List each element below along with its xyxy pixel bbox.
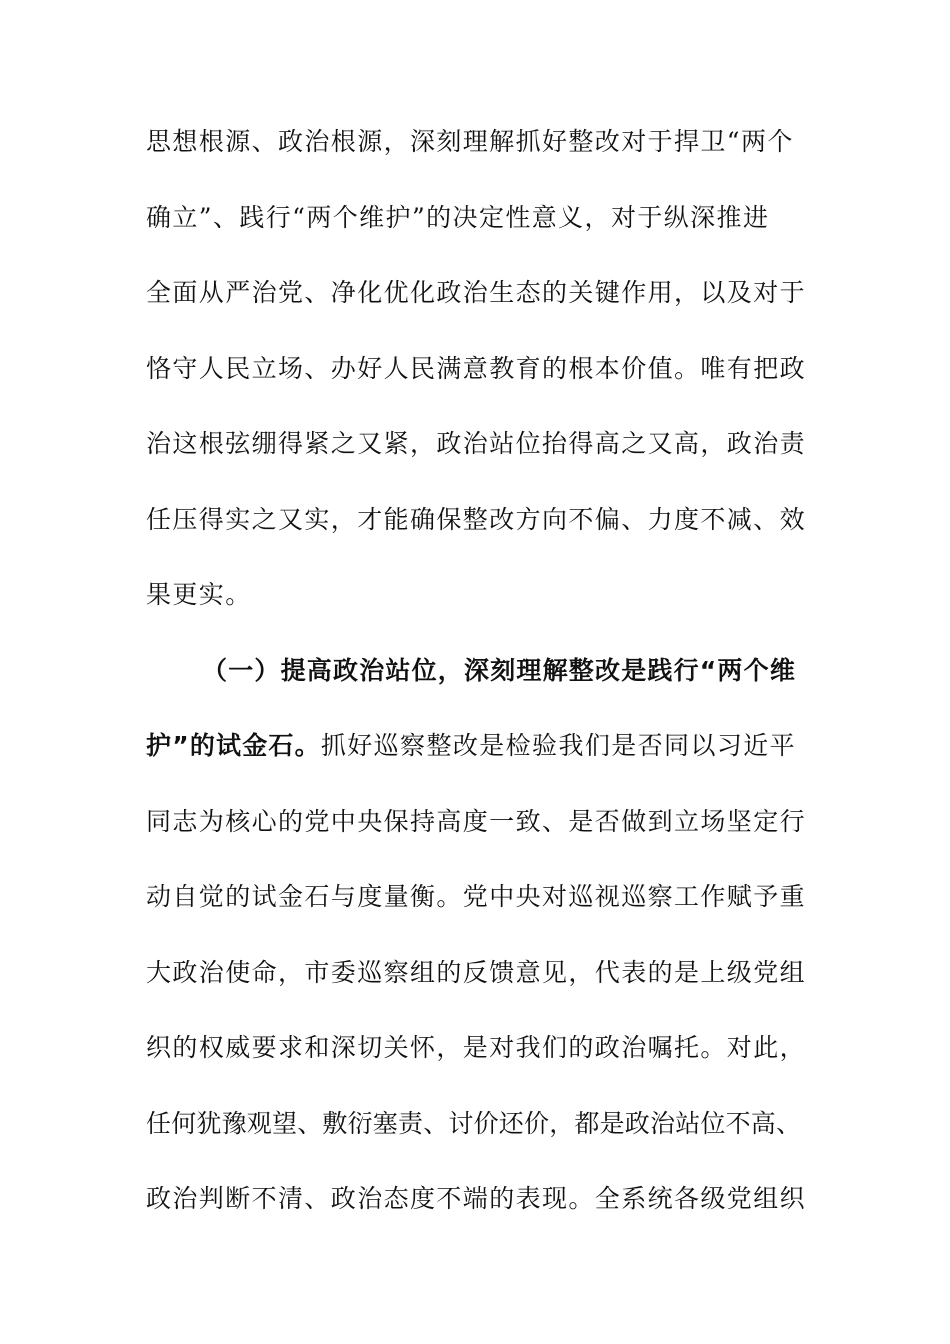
- body-text: [146, 120, 806, 1253]
- text-line: 织的权威要求和深切关怀，是对我们的政治嘱托。对此，: [146, 1033, 807, 1062]
- text-line: 思想根源、政治根源，深刻理解抓好整改对于捍卫“两个: [146, 127, 794, 156]
- section-heading: （一）提高政治站位，深刻理解整改是践行“两个维: [202, 655, 797, 685]
- section-heading-line: [146, 649, 806, 725]
- text-line: 全面从严治党、净化优化政治生态的关键作用，以及对于: [146, 278, 807, 307]
- text-line: [146, 724, 806, 800]
- section-heading-end: 护”的试金石。: [146, 731, 321, 760]
- text-line: 大政治使命，市委巡察组的反馈意见，代表的是上级党组: [146, 957, 807, 987]
- text-line: 果更实。: [146, 580, 252, 609]
- text-line: 同志为核心的党中央保持高度一致、是否做到立场坚定行: [146, 806, 807, 836]
- text-line: 治这根弦绷得紧之又紧，政治站位抬得高之又高，政治责: [146, 429, 807, 458]
- text-line: 动自觉的试金石与度量衡。党中央对巡视巡察工作赋予重: [146, 882, 807, 911]
- text-line: 确立”、践行“两个维护”的决定性意义，对于纵深推进: [146, 202, 770, 232]
- text-line: 恪守人民立场、办好人民满意教育的根本价值。唯有把政: [146, 353, 807, 383]
- text-line: 政治判断不清、政治态度不端的表现。全系统各级党组织: [146, 1184, 807, 1213]
- text-line: 任压得实之又实，才能确保整改方向不偏、力度不减、效: [146, 504, 807, 534]
- text-line: 任何犹豫观望、敷衍塞责、讨价还价，都是政治站位不高、: [146, 1108, 802, 1138]
- text-run: 抓好巡察整改是检验我们是否同以习近平: [320, 731, 797, 760]
